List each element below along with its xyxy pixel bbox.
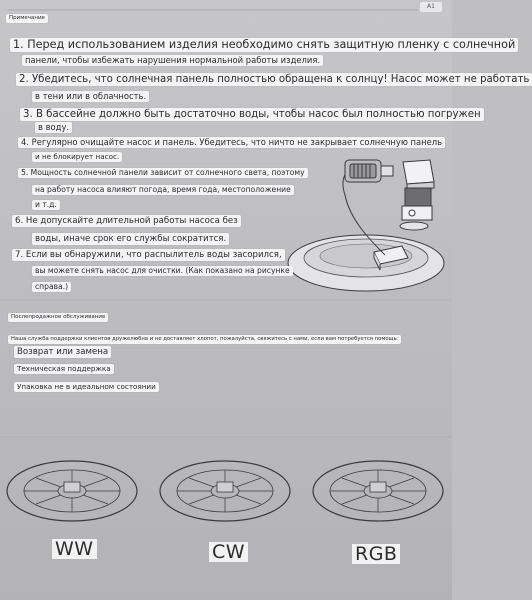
pump-removal-diagram: [288, 160, 444, 291]
service-option-packaging: Упаковка не в идеальном состоянии: [14, 382, 159, 392]
note-item-2-line-2: в тени или в облачность.: [32, 91, 149, 102]
variant-label-ww: WW: [52, 539, 97, 559]
light-ring-icon: [160, 461, 290, 521]
note-item-3-line-2: в воду.: [35, 122, 72, 133]
note-item-4-line-1: 4. Регулярно очищайте насос и панель. Убедитесь, что ничто не закрывает солнечную панель: [18, 137, 445, 148]
note-item-4-line-2: и не блокирует насос.: [32, 152, 122, 162]
note-item-1-line-1: 1. Перед использованием изделия необходимо снять защитную пленку с солнечной: [10, 38, 518, 52]
light-ring-icon: [313, 461, 443, 521]
note-item-5-line-2: на работу насоса влияют погода, время года, местоположение: [32, 185, 294, 195]
variant-label-cw: CW: [209, 542, 248, 562]
note-heading: Примечание: [6, 14, 48, 23]
note-item-6-line-1: 6. Не допускайте длительной работы насоса без: [12, 215, 241, 227]
after-sales-intro: Наша служба поддержки клиентов дружелюбна и не доставляет хлопот, пожалуйста, свяжитесь с нами, если вам потребуется помощь:: [8, 335, 401, 344]
variant-label-rgb: RGB: [352, 544, 400, 564]
note-item-7-line-3: справа.): [32, 282, 71, 292]
page-number: A1: [420, 2, 442, 12]
note-item-6-line-2: воды, иначе срок его службы сократится.: [32, 233, 229, 245]
note-item-2-line-1: 2. Убедитесь, что солнечная панель полностью обращена к солнцу! Насос может не работать: [16, 73, 532, 86]
note-item-7-line-2: вы можете снять насос для очистки. (Как показано на рисунке: [32, 266, 293, 276]
note-item-5-line-1: 5. Мощность солнечной панели зависит от солнечного света, поэтому: [18, 168, 308, 178]
note-item-7-line-1: 7. Если вы обнаружили, что распылитель воды засорился,: [12, 249, 285, 261]
light-ring-icon: [7, 461, 137, 521]
service-option-return: Возврат или замена: [14, 346, 111, 358]
note-item-1-line-2: панели, чтобы избежать нарушения нормальной работы изделия.: [22, 55, 323, 66]
note-item-3-line-1: 3. В бассейне должно быть достаточно воды, чтобы насос был полностью погружен: [20, 108, 484, 121]
after-sales-heading: Послепродажное обслуживание: [8, 313, 108, 322]
service-option-tech-support: Техническая поддержка: [14, 364, 114, 374]
note-item-5-line-3: и т.д.: [32, 200, 60, 210]
